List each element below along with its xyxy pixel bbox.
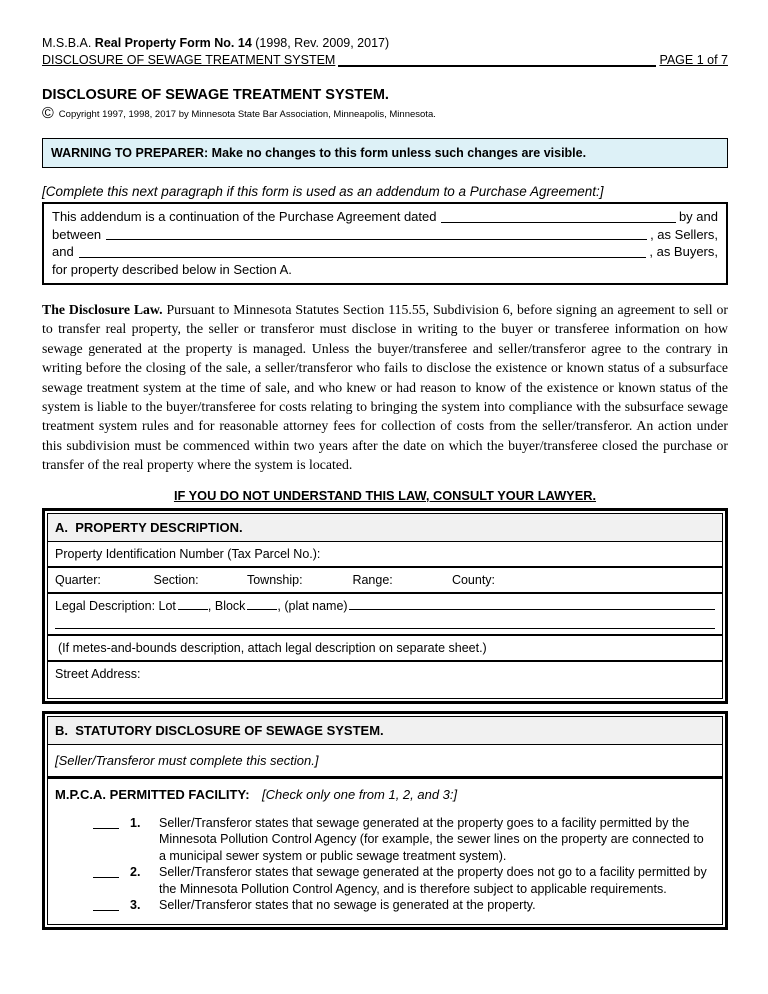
- form-number-line: [42, 36, 728, 50]
- document-header-line: [42, 53, 728, 67]
- county-label: County:: [451, 572, 496, 587]
- mpca-check-note: [Check only one from 1, 2, and 3:]: [262, 786, 458, 802]
- addendum-line-property: [52, 261, 718, 279]
- list-item: [55, 897, 715, 914]
- legal-description-label: Legal Description: Lot: [55, 598, 176, 613]
- header-rule: [338, 65, 656, 67]
- mpca-label: M.P.C.A. PERMITTED FACILITY:: [55, 786, 250, 802]
- mpca-options-list: [55, 815, 715, 914]
- lot-blank[interactable]: [178, 599, 208, 610]
- and-label: and: [52, 244, 74, 259]
- section-label: Section:: [153, 572, 199, 587]
- list-item: [55, 815, 715, 865]
- section-a: [42, 508, 728, 704]
- property-described-text: for property described below in Section A.: [52, 261, 292, 277]
- addendum-instruction: [Complete this next paragraph if this form is used as an addendum to a Purchase Agreement:]: [42, 184, 604, 199]
- pin-row: [48, 542, 722, 568]
- consult-lawyer-text: IF YOU DO NOT UNDERSTAND THIS LAW, CONSULT YOUR LAWYER.: [173, 487, 597, 503]
- form-page: [42, 36, 728, 930]
- header-doc-title: DISCLOSURE OF SEWAGE TREATMENT SYSTEM: [42, 53, 336, 67]
- quarter-field[interactable]: [55, 573, 150, 587]
- sellers-name-blank[interactable]: [106, 226, 647, 241]
- section-b-instruction: [Seller/Transferor must complete this section.]: [48, 745, 722, 779]
- section-b-heading: B. STATUTORY DISCLOSURE OF SEWAGE SYSTEM.: [48, 717, 722, 745]
- option-2-text: Seller/Transferor states that sewage generated at the property does not go to a facility permitted by the Minnesota Pollution Control Agency, and is therefore subject to applicable requirements.: [159, 865, 707, 896]
- copyright-line: [42, 105, 728, 122]
- addendum-box: [42, 202, 728, 285]
- option-1-check-blank[interactable]: [93, 817, 119, 829]
- option-3-check-blank[interactable]: [93, 899, 119, 911]
- quarter-label: Quarter:: [55, 572, 101, 587]
- consult-lawyer-advisory: [42, 488, 728, 503]
- range-field[interactable]: [352, 573, 448, 587]
- disclosure-law-lead: The Disclosure Law.: [42, 302, 163, 317]
- option-2-check-blank[interactable]: [93, 866, 119, 878]
- township-field[interactable]: [247, 573, 349, 587]
- legal-description-row: [48, 594, 722, 636]
- option-3-number: 3.: [130, 898, 141, 913]
- township-label: Township:: [246, 572, 303, 587]
- plat-name-blank[interactable]: [349, 599, 715, 610]
- plat-name-label: , (plat name): [277, 598, 348, 613]
- section-a-heading: A. PROPERTY DESCRIPTION.: [48, 514, 722, 542]
- mpca-permitted-facility-block: [48, 779, 722, 924]
- addendum-line-dated: [52, 208, 718, 226]
- as-sellers-label: , as Sellers,: [650, 226, 718, 242]
- section-b-table: [47, 716, 723, 925]
- form-revision: (1998, Rev. 2009, 2017): [251, 36, 390, 50]
- range-label: Range:: [352, 572, 393, 587]
- county-field[interactable]: [452, 573, 495, 587]
- metes-and-bounds-note: (If metes-and-bounds description, attach legal description on separate sheet.): [58, 640, 487, 655]
- copyright-text: Copyright 1997, 1998, 2017 by Minnesota State Bar Association, Minneapolis, Minnesota.: [58, 108, 436, 120]
- addendum-line-buyers: [52, 243, 718, 261]
- between-label: between: [52, 226, 102, 242]
- warning-banner: WARNING TO PREPARER: Make no changes to this form unless such changes are visible.: [42, 138, 728, 168]
- addendum-dated-suffix: by and: [678, 209, 718, 224]
- section-b: [42, 711, 728, 930]
- option-3-text: Seller/Transferor states that no sewage is generated at the property.: [159, 898, 536, 913]
- option-1-number: 1.: [130, 815, 141, 830]
- addendum-line-sellers: [52, 226, 718, 244]
- agreement-date-blank[interactable]: [441, 208, 675, 223]
- addendum-dated-text: This addendum is a continuation of the Purchase Agreement dated: [52, 209, 437, 224]
- section-a-table: [47, 513, 723, 699]
- legal-description-line: [55, 599, 715, 613]
- legal-description-continuation-blank[interactable]: [55, 616, 715, 629]
- block-blank[interactable]: [247, 599, 277, 610]
- option-2-number: 2.: [130, 865, 141, 880]
- quarter-section-row: [48, 568, 722, 594]
- pin-label: Property Identification Number (Tax Parcel No.):: [55, 546, 321, 561]
- pin-input-area[interactable]: [320, 547, 715, 561]
- metes-and-bounds-note-row: [48, 636, 722, 662]
- form-org: M.S.B.A.: [42, 36, 95, 50]
- copyright-icon: ©: [42, 105, 54, 122]
- section-field[interactable]: [153, 573, 243, 587]
- block-label: , Block: [207, 598, 246, 613]
- street-address-label: Street Address:: [55, 666, 141, 681]
- form-number: Real Property Form No. 14: [94, 36, 252, 50]
- page-title: DISCLOSURE OF SEWAGE TREATMENT SYSTEM.: [42, 87, 389, 103]
- as-buyers-label: , as Buyers,: [649, 244, 718, 259]
- street-address-row: [48, 662, 722, 698]
- mpca-heading-line: [55, 787, 715, 802]
- buyers-name-blank[interactable]: [79, 243, 647, 258]
- disclosure-law-body: Pursuant to Minnesota Statutes Section 115.55, Subdivision 6, before signing an agreement to sell or to transfer real property, the seller or transferor must disclose in writing to the buyer or transferee information on how sewage generated at the property is managed. Unless the buyer/transferee and seller/transferor agree to the contrary in writing before the closing of the sale, a seller/transferor who fails to disclose the existence or known status of a subsurface sewage treatment system at the time of sale, and who knew or had reason to know of the existence or known status of the system is liable to the buyer/transferee for costs relating to bringing the system into compliance with the subsurface sewage treatment system rules and for reasonable attorney fees for collection of costs from the seller/transferor. An action under this subdivision must be commenced within two years after the date on which the buyer/transferee closed the purchase or transfer of the real property where the system is located.: [42, 302, 728, 473]
- street-address-input-area[interactable]: [140, 667, 715, 693]
- page-indicator: PAGE 1 of 7: [659, 53, 728, 67]
- option-1-text: Seller/Transferor states that sewage generated at the property goes to a facility permitted by the Minnesota Pollution Control Agency (for example, the sewer lines on the property are connected to a municipal sewer system or public sewage treatment system).: [159, 815, 704, 863]
- disclosure-law-paragraph: [42, 300, 728, 475]
- list-item: [55, 864, 715, 897]
